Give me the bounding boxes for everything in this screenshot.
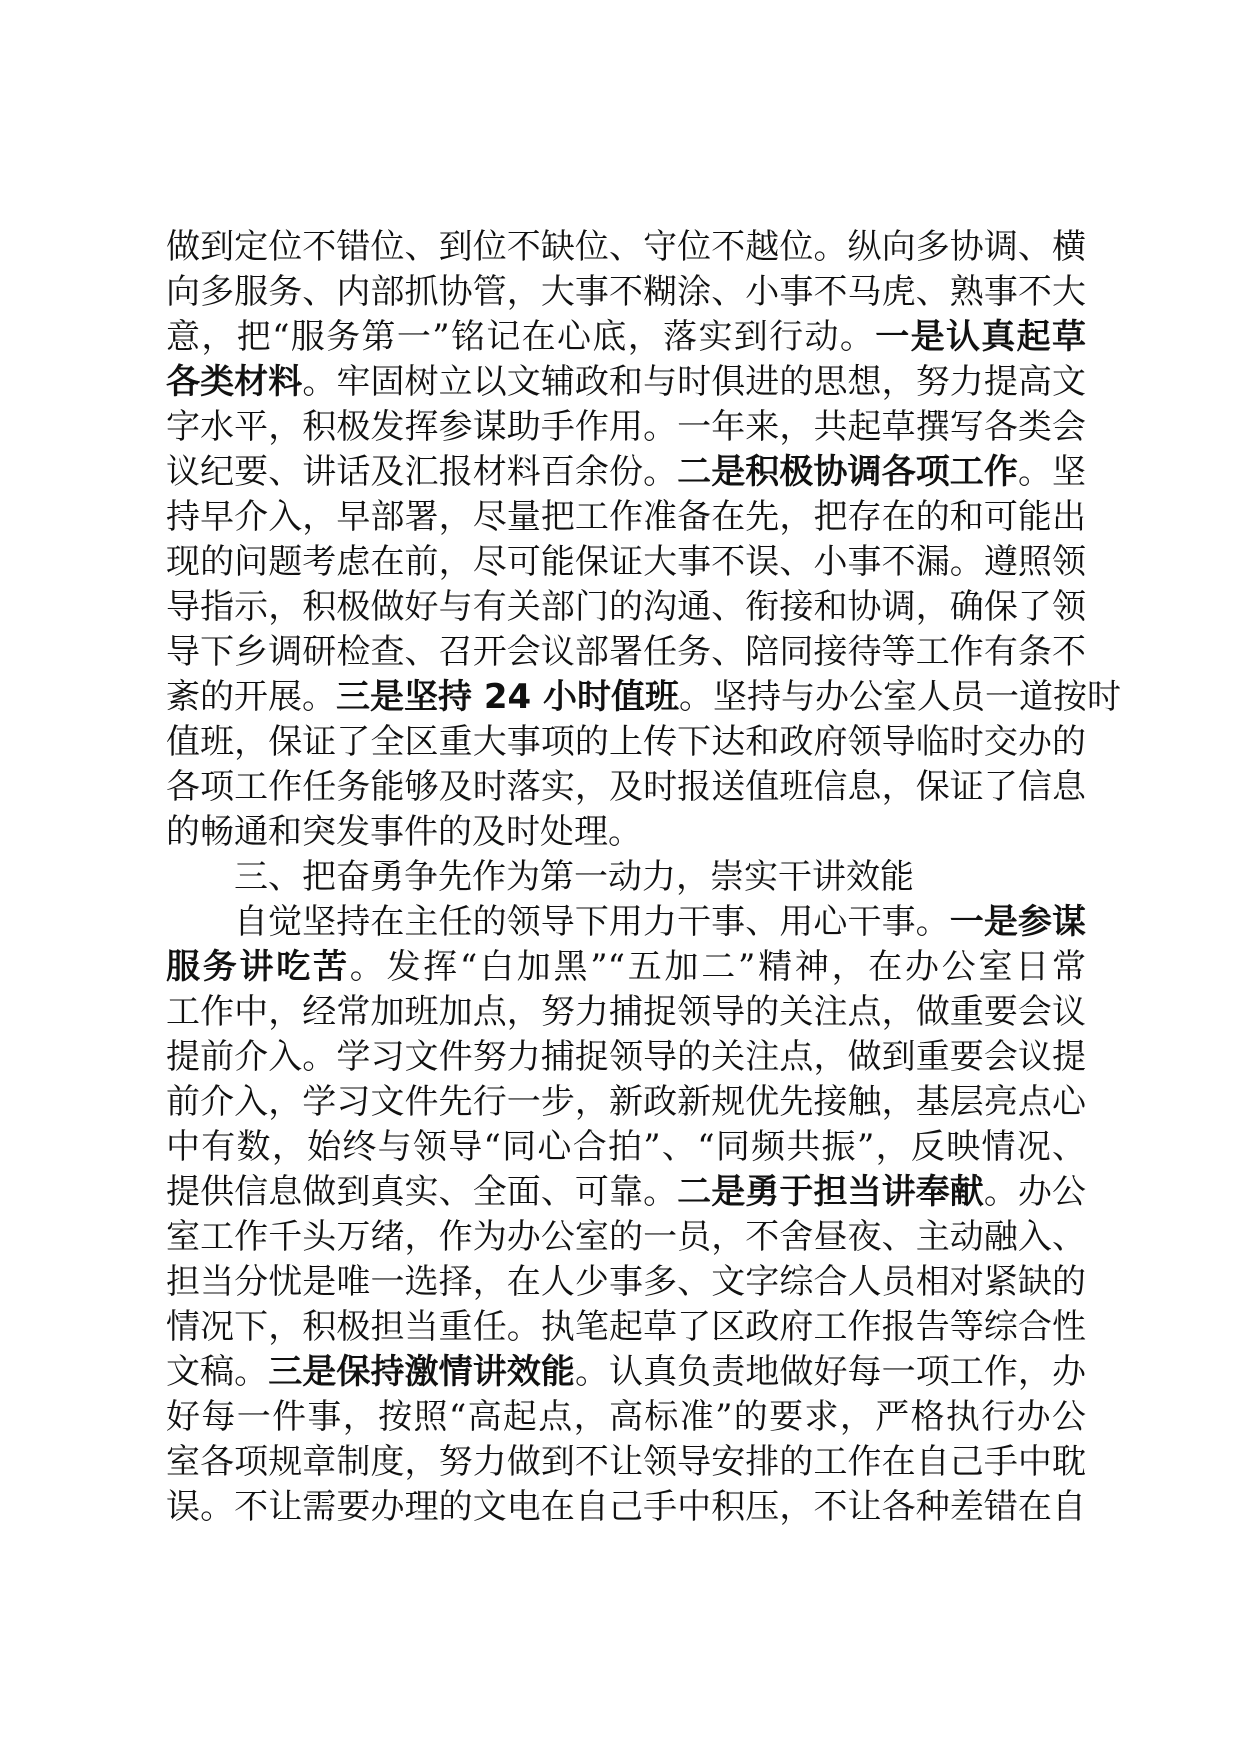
- text-line: [166, 1395, 1086, 1440]
- text-segment: 前介入，学习文件先行一步，新政新规优先接触，基层亮点心: [166, 1082, 1086, 1122]
- text-segment: 中有数，始终与领导“同心合拍”、“同频共振”，反映情况、: [166, 1127, 1086, 1167]
- text-line: [166, 1260, 1086, 1305]
- text-segment: 。坚持与办公室人员一道按时: [679, 677, 1121, 717]
- text-line: [166, 675, 1121, 720]
- text-segment: 各项工作任务能够及时落实，及时报送值班信息，保证了信息: [166, 767, 1086, 807]
- text-segment: 好每一件事，按照“高起点，高标准”的要求，严格执行办公: [166, 1397, 1086, 1437]
- text-segment: 情况下，积极担当重任。执笔起草了区政府工作报告等综合性: [166, 1307, 1086, 1347]
- text-segment: 议纪要、讲话及汇报材料百余份。: [166, 452, 678, 492]
- text-line: [166, 540, 1086, 585]
- text-line: [166, 1440, 1086, 1485]
- text-line: [166, 1485, 1086, 1530]
- text-line: [166, 990, 1086, 1035]
- text-line: [166, 1350, 1086, 1395]
- text-segment: 。办公: [983, 1172, 1087, 1212]
- document-body: [166, 225, 1121, 1530]
- text-segment: 三、把奋勇争先作为第一动力，崇实干讲效能: [234, 857, 914, 897]
- text-segment: 。牢固树立以文辅政和与时俱进的思想，努力提高文: [302, 362, 1087, 402]
- text-segment: 。发挥“白加黑”“五加二”精神，在办公室日常: [349, 947, 1087, 987]
- bold-text: 三是坚持 24 小时值班: [336, 677, 679, 717]
- text-segment: 导指示，积极做好与有关部门的沟通、衔接和协调，确保了领: [166, 587, 1086, 627]
- bold-text: 三是保持激情讲效能: [268, 1352, 575, 1392]
- text-segment: 室工作千头万绪，作为办公室的一员，不舍昼夜、主动融入、: [166, 1217, 1086, 1257]
- text-segment: 误。不让需要办理的文电在自己手中积压，不让各种差错在自: [166, 1487, 1086, 1527]
- text-segment: 担当分忧是唯一选择，在人少事多、文字综合人员相对紧缺的: [166, 1262, 1086, 1302]
- text-line: [166, 1125, 1086, 1170]
- text-line: [166, 720, 1086, 765]
- text-segment: 现的问题考虑在前，尽可能保证大事不误、小事不漏。遵照领: [166, 542, 1086, 582]
- text-segment: 意，把“服务第一”铭记在心底，落实到行动。: [166, 317, 876, 357]
- text-line: [166, 1080, 1086, 1125]
- bold-text: 服务讲吃苦: [166, 947, 350, 987]
- text-line: [166, 585, 1086, 630]
- text-segment: 文稿。: [166, 1352, 269, 1392]
- text-line: [166, 765, 1086, 810]
- text-segment: 导下乡调研检查、召开会议部署任务、陪同接待等工作有条不: [166, 632, 1086, 672]
- text-segment: 的畅通和突发事件的及时处理。: [166, 812, 642, 852]
- text-line: [166, 405, 1086, 450]
- text-segment: 。认真负责地做好每一项工作，办: [574, 1352, 1087, 1392]
- bold-text: 一是认真起草: [875, 317, 1087, 357]
- text-segment: 值班，保证了全区重大事项的上传下达和政府领导临时交办的: [166, 722, 1086, 762]
- text-segment: 自觉坚持在主任的领导下用力干事、用心干事。: [234, 902, 950, 942]
- text-line: [166, 1215, 1086, 1260]
- text-segment: 持早介入，早部署，尽量把工作准备在先，把存在的和可能出: [166, 497, 1086, 537]
- text-line: [166, 810, 1086, 855]
- text-line: [166, 225, 1086, 270]
- text-line: [166, 450, 1086, 495]
- text-segment: 。坚: [1017, 452, 1087, 492]
- text-segment: 向多服务、内部抓协管，大事不糊涂、小事不马虎、熟事不大: [166, 272, 1086, 312]
- text-line: [166, 1305, 1086, 1350]
- text-segment: 字水平，积极发挥参谋助手作用。一年来，共起草撰写各类会: [166, 407, 1086, 447]
- bold-text: 二是积极协调各项工作: [677, 452, 1018, 492]
- text-line: [166, 315, 1086, 360]
- text-segment: 紊的开展。: [166, 677, 336, 717]
- text-line: [166, 900, 1086, 945]
- text-line: [166, 1035, 1086, 1080]
- text-line: [166, 630, 1086, 675]
- text-line: [166, 1170, 1086, 1215]
- text-segment: 做到定位不错位、到位不缺位、守位不越位。纵向多协调、横: [166, 227, 1086, 267]
- section-heading: [166, 855, 1086, 900]
- text-line: [166, 495, 1086, 540]
- text-segment: 提供信息做到真实、全面、可靠。: [166, 1172, 678, 1212]
- text-segment: 提前介入。学习文件努力捕捉领导的关注点，做到重要会议提: [166, 1037, 1086, 1077]
- text-line: [166, 945, 1086, 990]
- bold-text: 一是参谋: [949, 902, 1086, 942]
- text-line: [166, 270, 1086, 315]
- text-segment: 工作中，经常加班加点，努力捕捉领导的关注点，做重要会议: [166, 992, 1086, 1032]
- text-line: [166, 360, 1086, 405]
- text-segment: 室各项规章制度，努力做到不让领导安排的工作在自己手中耽: [166, 1442, 1086, 1482]
- bold-text: 二是勇于担当讲奉献: [677, 1172, 984, 1212]
- bold-text: 各类材料: [166, 362, 303, 402]
